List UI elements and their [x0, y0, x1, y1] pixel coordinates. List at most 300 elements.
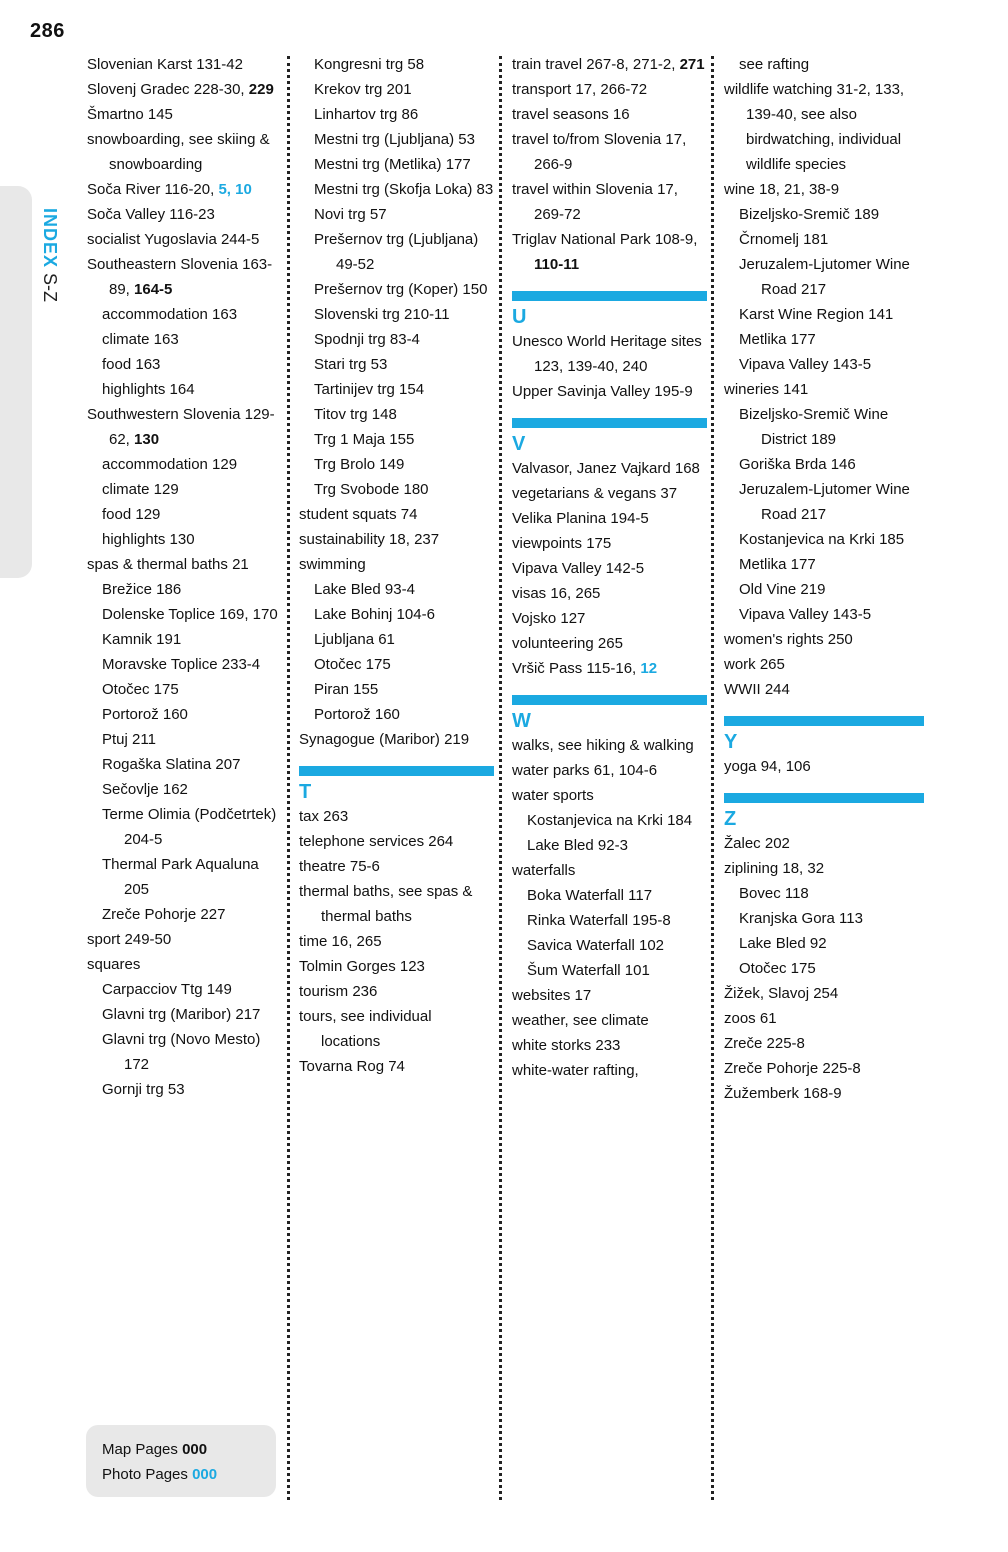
index-entry [724, 856, 924, 881]
index-entry [299, 552, 494, 577]
page-number: 286 [30, 20, 65, 42]
index-entry [87, 102, 283, 127]
index-entry [512, 227, 707, 277]
entry-text: ziplining 18, 32 [724, 860, 825, 877]
index-entry [87, 902, 283, 927]
index-entry [512, 908, 707, 933]
entry-text: waterfalls [512, 862, 576, 879]
entry-text: Savica Waterfall 102 [527, 937, 665, 954]
entry-text: thermal baths, see spas & thermal baths [299, 883, 473, 925]
section-header [724, 716, 924, 754]
entry-text: Glavni trg (Maribor) 217 [102, 1006, 261, 1023]
index-entry [724, 477, 924, 527]
index-entry [724, 677, 924, 702]
entry-text: websites 17 [512, 987, 592, 1004]
index-entry [512, 556, 707, 581]
index-entry [724, 352, 924, 377]
index-entry [724, 956, 924, 981]
entry-text: Otočec 175 [739, 960, 816, 977]
entry-text: Portorož 160 [102, 706, 188, 723]
entry-text: water parks 61, 104-6 [512, 762, 658, 779]
index-entry [87, 452, 283, 477]
entry-text: Vojsko 127 [512, 610, 586, 627]
entry-text: Slovenj Gradec 228-30, [87, 81, 249, 98]
entry-text: Gornji trg 53 [102, 1081, 185, 1098]
index-entry [87, 402, 283, 452]
entry-text: Lake Bohinj 104-6 [314, 606, 435, 623]
entry-text: women's rights 250 [724, 631, 853, 648]
index-entry [87, 77, 283, 102]
index-entry [299, 427, 494, 452]
index-entry [87, 127, 283, 177]
section-bar [512, 695, 707, 705]
entry-text: Bizeljsko-Sremič Wine District 189 [739, 406, 889, 448]
index-entry [87, 702, 283, 727]
entry-text: Tartinijev trg 154 [314, 381, 425, 398]
entry-text: Kongresni trg 58 [314, 56, 425, 73]
index-entry [724, 177, 924, 202]
index-entry [87, 552, 283, 577]
section-letter: Z [724, 808, 737, 830]
index-entry [724, 602, 924, 627]
entry-text: Unesco World Heritage sites 123, 139-40, 240 [512, 333, 702, 375]
index-entry [512, 933, 707, 958]
index-entry [512, 581, 707, 606]
index-entry [299, 879, 494, 929]
entry-text: Mestni trg (Ljubljana) 53 [314, 131, 475, 148]
index-entry [724, 1031, 924, 1056]
section-bar [512, 291, 707, 301]
index-entry [512, 127, 707, 177]
entry-text: spas & thermal baths 21 [87, 556, 249, 573]
entry-text: Tovarna Rog 74 [299, 1058, 405, 1075]
index-entry [512, 606, 707, 631]
index-entry [724, 52, 924, 77]
index-entry [512, 1008, 707, 1033]
index-entry [512, 833, 707, 858]
index-entry [87, 352, 283, 377]
index-entry [724, 202, 924, 227]
entry-text: Rinka Waterfall 195-8 [527, 912, 671, 929]
index-entry [512, 177, 707, 227]
entry-text: tourism 236 [299, 983, 378, 1000]
entry-text: Soča River 116-20, [87, 181, 219, 198]
index-entry [512, 958, 707, 983]
entry-text: Otočec 175 [102, 681, 179, 698]
entry-text: Žužemberk 168-9 [724, 1085, 842, 1102]
index-entry [724, 227, 924, 252]
index-entry [299, 452, 494, 477]
entry-text: Mestni trg (Metlika) 177 [314, 156, 471, 173]
entry-text: wineries 141 [724, 381, 809, 398]
legend-box [86, 1425, 276, 1497]
column-divider [287, 56, 290, 1500]
index-entry [299, 352, 494, 377]
entry-text: zoos 61 [724, 1010, 777, 1027]
entry-map-ref: 110-11 [534, 256, 580, 273]
index-entry [299, 227, 494, 277]
entry-text: Črnomelj 181 [739, 231, 829, 248]
index-entry [87, 952, 283, 977]
section-bar [512, 418, 707, 428]
index-column-2 [299, 52, 494, 1079]
index-entry [87, 227, 283, 252]
entry-text: Synagogue (Maribor) 219 [299, 731, 470, 748]
entry-text: Southwestern Slovenia 129-62, [87, 406, 275, 448]
index-label: INDEX [40, 208, 60, 269]
index-entry [299, 302, 494, 327]
index-entry [512, 1033, 707, 1058]
index-entry [724, 931, 924, 956]
entry-text: climate 129 [102, 481, 179, 498]
entry-text: swimming [299, 556, 366, 573]
index-entry [512, 379, 707, 404]
index-section-label [36, 208, 66, 328]
entry-text: Moravske Toplice 233-4 [102, 656, 261, 673]
entry-text: Metlika 177 [739, 556, 816, 573]
index-entry [512, 783, 707, 808]
entry-text: Jeruzalem-Ljutomer Wine Road 217 [739, 256, 910, 298]
index-entry [724, 527, 924, 552]
entry-text: tax 263 [299, 808, 349, 825]
entry-map-ref: 229 [248, 81, 274, 98]
entry-text: vegetarians & vegans 37 [512, 485, 678, 502]
index-entry [87, 1002, 283, 1027]
index-entry [512, 631, 707, 656]
entry-text: Zreče Pohorje 227 [102, 906, 226, 923]
entry-text: Prešernov trg (Ljubljana) 49-52 [314, 231, 479, 273]
entry-text: Krekov trg 201 [314, 81, 412, 98]
index-entry [299, 177, 494, 202]
index-entry [512, 481, 707, 506]
section-header [299, 766, 494, 804]
index-entry [87, 577, 283, 602]
entry-text: Linhartov trg 86 [314, 106, 419, 123]
index-entry [87, 777, 283, 802]
index-entry [724, 327, 924, 352]
index-entry [87, 1077, 283, 1102]
index-entry [724, 627, 924, 652]
index-entry [512, 883, 707, 908]
entry-text: tours, see individual locations [299, 1008, 432, 1050]
entry-text: accommodation 129 [102, 456, 238, 473]
section-bar [724, 793, 924, 803]
index-entry [724, 552, 924, 577]
index-column-3 [512, 52, 707, 1083]
index-entry [512, 456, 707, 481]
entry-text: Velika Planina 194-5 [512, 510, 649, 527]
index-entry [724, 252, 924, 302]
entry-text: squares [87, 956, 141, 973]
entry-text: Prešernov trg (Koper) 150 [314, 281, 488, 298]
entry-text: Glavni trg (Novo Mesto) 172 [102, 1031, 261, 1073]
entry-text: Sečovlje 162 [102, 781, 188, 798]
entry-text: work 265 [724, 656, 785, 673]
index-entry [87, 752, 283, 777]
index-entry [299, 77, 494, 102]
entry-text: Soča Valley 116-23 [87, 206, 215, 223]
entry-text: travel to/from Slovenia 17, 266-9 [512, 131, 687, 173]
entry-text: Upper Savinja Valley 195-9 [512, 383, 693, 400]
entry-text: sustainability 18, 237 [299, 531, 440, 548]
entry-text: food 163 [102, 356, 161, 373]
entry-photo-ref: 12 [640, 660, 658, 677]
entry-text: Portorož 160 [314, 706, 400, 723]
index-entry [724, 981, 924, 1006]
index-entry [512, 329, 707, 379]
entry-text: yoga 94, 106 [724, 758, 811, 775]
entry-text: train travel 267-8, 271-2, [512, 56, 680, 73]
index-column-1 [87, 52, 283, 1102]
entry-text: Boka Waterfall 117 [527, 887, 653, 904]
entry-text: Karst Wine Region 141 [739, 306, 894, 323]
entry-text: Trg 1 Maja 155 [314, 431, 415, 448]
index-entry [87, 377, 283, 402]
entry-text: theatre 75-6 [299, 858, 380, 875]
index-entry [87, 477, 283, 502]
entry-text: accommodation 163 [102, 306, 238, 323]
entry-text: Stari trg 53 [314, 356, 388, 373]
index-entry [724, 377, 924, 402]
index-entry [299, 954, 494, 979]
index-range-label: S-Z [40, 273, 60, 303]
entry-text: Kostanjevica na Krki 185 [739, 531, 905, 548]
entry-text: Goriška Brda 146 [739, 456, 856, 473]
index-entry [87, 852, 283, 902]
entry-text: telephone services 264 [299, 833, 454, 850]
section-header [724, 793, 924, 831]
entry-text: Ptuj 211 [102, 731, 156, 748]
entry-text: wildlife watching 31-2, 133, 139-40, see also birdwatching, individual wildlife species [724, 81, 905, 173]
index-entry [87, 252, 283, 302]
entry-text: travel seasons 16 [512, 106, 630, 123]
section-bar [724, 716, 924, 726]
index-entry [299, 727, 494, 752]
index-entry [299, 377, 494, 402]
entry-text: Kranjska Gora 113 [739, 910, 863, 927]
entry-text: Lake Bled 93-4 [314, 581, 415, 598]
index-entry [299, 979, 494, 1004]
index-entry [512, 808, 707, 833]
index-entry [87, 977, 283, 1002]
index-entry [299, 152, 494, 177]
entry-text: Žalec 202 [724, 835, 790, 852]
entry-text: Zreče 225-8 [724, 1035, 805, 1052]
entry-text: Old Vine 219 [739, 581, 826, 598]
entry-text: travel within Slovenia 17, 269-72 [512, 181, 678, 223]
entry-text: Brežice 186 [102, 581, 182, 598]
index-entry [87, 52, 283, 77]
entry-text: climate 163 [102, 331, 179, 348]
index-entry [724, 906, 924, 931]
entry-text: volunteering 265 [512, 635, 623, 652]
index-entry [299, 52, 494, 77]
index-entry [299, 402, 494, 427]
entry-text: WWII 244 [724, 681, 790, 698]
index-entry [87, 727, 283, 752]
entry-text: Valvasor, Janez Vajkard 168 [512, 460, 700, 477]
index-entry [299, 602, 494, 627]
index-entry [299, 277, 494, 302]
entry-text: Vipava Valley 143-5 [739, 606, 872, 623]
index-entry [724, 754, 924, 779]
section-letter: W [512, 710, 531, 732]
entry-text: see rafting [739, 56, 810, 73]
index-entry [724, 881, 924, 906]
entry-text: weather, see climate [512, 1012, 649, 1029]
index-entry [512, 102, 707, 127]
entry-text: transport 17, 266-72 [512, 81, 648, 98]
index-entry [724, 1056, 924, 1081]
index-entry [724, 402, 924, 452]
index-entry [87, 502, 283, 527]
index-entry [512, 858, 707, 883]
entry-text: water sports [512, 787, 594, 804]
entry-text: Lake Bled 92-3 [527, 837, 628, 854]
index-entry [512, 1058, 707, 1083]
entry-text: Slovenian Karst 131-42 [87, 56, 243, 73]
entry-text: Spodnji trg 83-4 [314, 331, 420, 348]
index-entry [299, 1004, 494, 1054]
index-entry [724, 577, 924, 602]
index-entry [299, 677, 494, 702]
index-entry [299, 202, 494, 227]
index-entry [724, 302, 924, 327]
entry-text: Carpacciov Ttg 149 [102, 981, 232, 998]
index-entry [512, 656, 707, 681]
entry-text: sport 249-50 [87, 931, 172, 948]
index-entry [299, 327, 494, 352]
entry-text: highlights 130 [102, 531, 195, 548]
entry-text: time 16, 265 [299, 933, 382, 950]
index-entry [724, 652, 924, 677]
index-entry [299, 627, 494, 652]
entry-text: Bovec 118 [739, 885, 809, 902]
entry-photo-ref: 5, 10 [218, 181, 252, 198]
entry-text: Jeruzalem-Ljutomer Wine Road 217 [739, 481, 910, 523]
entry-map-ref: 164-5 [134, 281, 173, 298]
section-bar [299, 766, 494, 776]
index-entry [512, 52, 707, 77]
entry-text: viewpoints 175 [512, 535, 612, 552]
entry-text: snowboarding, see skiing & snowboarding [87, 131, 270, 173]
entry-text: Rogaška Slatina 207 [102, 756, 241, 773]
section-letter: V [512, 433, 526, 455]
index-entry [87, 652, 283, 677]
index-column-4 [724, 52, 924, 1106]
entry-map-ref: 130 [134, 431, 160, 448]
entry-text: Otočec 175 [314, 656, 391, 673]
entry-text: Vipava Valley 143-5 [739, 356, 872, 373]
index-entry [87, 527, 283, 552]
index-entry [724, 1081, 924, 1106]
index-entry [512, 506, 707, 531]
section-header [512, 291, 707, 329]
index-entry [299, 804, 494, 829]
index-entry [87, 302, 283, 327]
index-entry [724, 77, 924, 177]
entry-text: Thermal Park Aqualuna 205 [102, 856, 259, 898]
index-entry [512, 758, 707, 783]
entry-text: Terme Olimia (Podčetrtek) 204-5 [102, 806, 277, 848]
index-entry [299, 577, 494, 602]
entry-text: Trg Brolo 149 [314, 456, 405, 473]
index-entry [512, 531, 707, 556]
entry-text: Novi trg 57 [314, 206, 387, 223]
entry-text: Tolmin Gorges 123 [299, 958, 425, 975]
entry-text: Kostanjevica na Krki 184 [527, 812, 693, 829]
index-entry [512, 77, 707, 102]
entry-text: food 129 [102, 506, 161, 523]
entry-text: Slovenski trg 210-11 [314, 306, 450, 323]
index-entry [299, 527, 494, 552]
column-divider [499, 56, 502, 1500]
column-divider [711, 56, 714, 1500]
index-entry [724, 1006, 924, 1031]
index-entry [724, 831, 924, 856]
entry-text: Metlika 177 [739, 331, 816, 348]
entry-text: Šum Waterfall 101 [527, 962, 650, 979]
entry-text: Dolenske Toplice 169, 170 [102, 606, 278, 623]
index-entry [299, 1054, 494, 1079]
entry-text: white-water rafting, [512, 1062, 639, 1079]
index-entry [87, 927, 283, 952]
entry-text: walks, see hiking & walking [512, 737, 694, 754]
entry-text: highlights 164 [102, 381, 195, 398]
legend-map-pages: Map Pages 000 [102, 1441, 208, 1458]
entry-text: Triglav National Park 108-9, [512, 231, 698, 248]
index-entry [87, 202, 283, 227]
entry-text: Žižek, Slavoj 254 [724, 985, 839, 1002]
section-letter: Y [724, 731, 738, 753]
index-entry [299, 652, 494, 677]
index-entry [299, 502, 494, 527]
section-header [512, 418, 707, 456]
entry-text: Lake Bled 92 [739, 935, 827, 952]
entry-text: Piran 155 [314, 681, 379, 698]
index-entry [299, 854, 494, 879]
entry-text: student squats 74 [299, 506, 418, 523]
index-entry [299, 829, 494, 854]
section-letter: U [512, 306, 527, 328]
section-header [512, 695, 707, 733]
index-entry [87, 802, 283, 852]
entry-text: wine 18, 21, 38-9 [724, 181, 840, 198]
entry-text: Bizeljsko-Sremič 189 [739, 206, 880, 223]
entry-text: Trg Svobode 180 [314, 481, 429, 498]
entry-text: white storks 233 [512, 1037, 621, 1054]
index-entry [87, 677, 283, 702]
index-entry [299, 702, 494, 727]
entry-map-ref: 271 [679, 56, 705, 73]
index-entry [299, 102, 494, 127]
entry-text: Titov trg 148 [314, 406, 397, 423]
entry-text: Kamnik 191 [102, 631, 182, 648]
entry-text: Vršič Pass 115-16, [512, 660, 641, 677]
index-entry [87, 177, 283, 202]
index-entry [299, 929, 494, 954]
entry-text: Zreče Pohorje 225-8 [724, 1060, 861, 1077]
index-side-tab [0, 186, 32, 578]
index-entry [512, 733, 707, 758]
index-entry [87, 602, 283, 627]
index-entry [87, 627, 283, 652]
index-entry [512, 983, 707, 1008]
index-entry [299, 477, 494, 502]
entry-text: visas 16, 265 [512, 585, 601, 602]
index-entry [87, 1027, 283, 1077]
index-entry [87, 327, 283, 352]
